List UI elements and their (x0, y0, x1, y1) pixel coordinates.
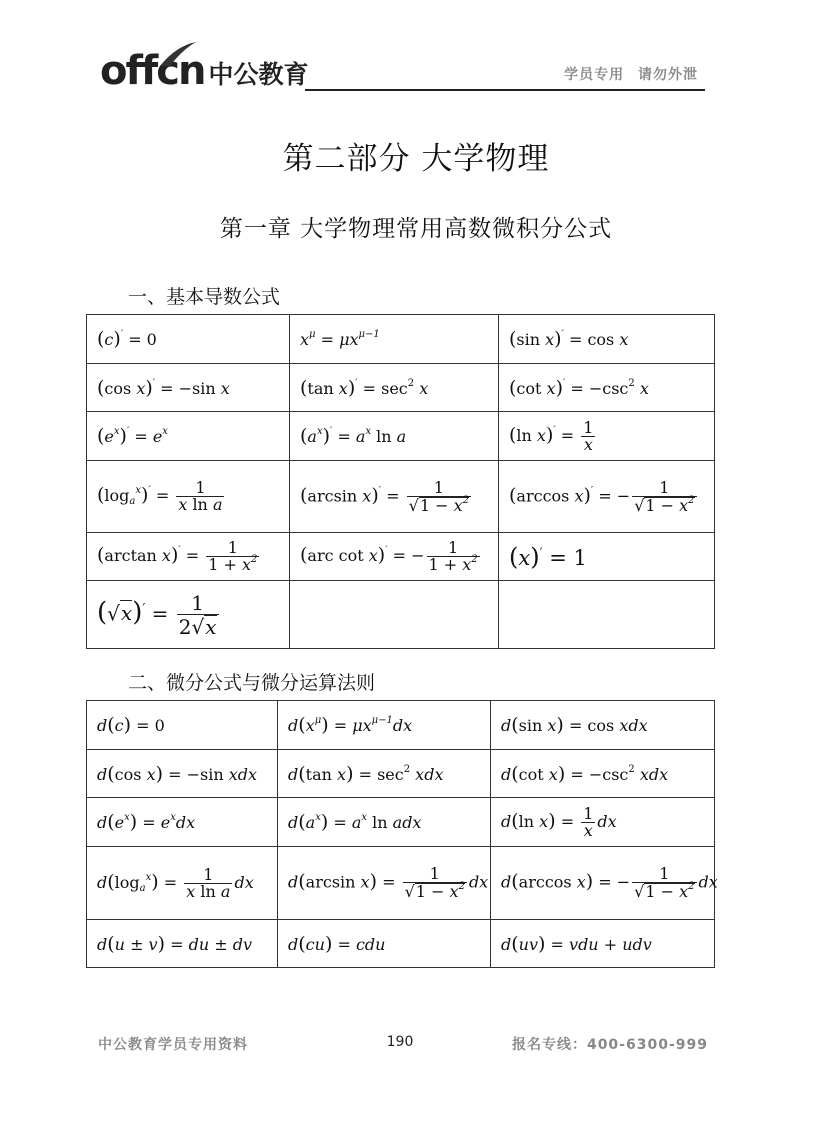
chapter-title: 第一章 大学物理常用高数微积分公式 (219, 216, 613, 242)
empty-cell (290, 581, 499, 649)
formula-cell: (cot $x)' = -\csc^2$ x (499, 364, 715, 412)
formula-cell: d(arcsin x) = $\frac{1}{√1 - x^2}$ dx (278, 847, 491, 920)
formula-cell: $d(e^x) = e^xdx$ (87, 798, 278, 847)
formula-cell: d(c) = 0 (87, 701, 278, 750)
formula-cell: (ln x)′ = $\frac{1}{x}$ (499, 412, 715, 461)
formula-cell: d(sin x) = cos xdx (491, 701, 715, 750)
formula-cell: d(cot $x) = -\csc^2$ xdx (491, 750, 715, 798)
formula-cell: d(tan $x) = \sec^2$ xdx (278, 750, 491, 798)
formula-cell: d(cos x) = −sin xdx (87, 750, 278, 798)
formula-cell: $(a^x)' = a^x$ ln a (290, 412, 499, 461)
formula-cell: (sin x)′ = cos x (499, 315, 715, 364)
formula-cell: d(ln x) = $\frac{1}{x}$ dx (491, 798, 715, 847)
derivative-formula-table (86, 314, 715, 649)
formula-cell: $d(a^x) = a^x$ ln adx (278, 798, 491, 847)
formula-cell: d(u ± v) = du ± dv (87, 920, 278, 968)
formula-cell: (arcsin x)′ = $\frac{1}{√1 - x^2}$ (290, 461, 499, 533)
section-1-title: 一、基本导数公式 (128, 286, 281, 308)
formula-cell: d(uv) = vdu + udv (491, 920, 715, 968)
formula-cell: d(arccos x) = − $\frac{1}{√1 - x^2}$ dx (491, 847, 715, 920)
formula-cell: $d(\log_a^x)$ = $\frac{1}{\text{x ln a}}$ dx (87, 847, 278, 920)
formula-cell: (arc cot x)′ = − $\frac{1}{1 + x^2}$ (290, 533, 499, 581)
header-tag: 学员专用 请勿外泄 (564, 67, 698, 83)
formula-cell: (x)′ = 1 (499, 533, 715, 581)
formula-cell: $(\log_a^x)'$ = $\frac{1}{\text{x ln a}}$ (87, 461, 290, 533)
formula-cell: d(cu) = cdu (278, 920, 491, 968)
part-title: 第二部分 大学物理 (282, 141, 550, 177)
formula-cell: (c)′ = 0 (87, 315, 290, 364)
formula-cell: $(e^x)' = e^x$ (87, 412, 290, 461)
formula-cell: $x^\mu = \mu x^{\mu-1}$ (290, 315, 499, 364)
footer-left-text: 中公教育学员专用资料 (98, 1037, 248, 1053)
header-rule (305, 89, 705, 91)
offcn-logo (100, 48, 309, 94)
formula-cell: (tan $x)' = \sec^2 x$ (290, 364, 499, 412)
formula-cell: (arccos x)′ = − $\frac{1}{√1 - x^2}$ (499, 461, 715, 533)
empty-cell (499, 581, 715, 649)
section-2-title: 二、微分公式与微分运算法则 (128, 672, 376, 694)
page-number: 190 (386, 1034, 414, 1050)
logo-latin-text: offcn (100, 48, 205, 94)
formula-cell: (√x)′ = $\frac{1}{2√x}$ (87, 581, 290, 649)
logo-chinese-text: 中公教育 (208, 60, 309, 89)
differential-formula-table (86, 700, 718, 968)
formula-cell: (cos x)′ = −sin x (87, 364, 290, 412)
formula-cell: (arctan x)′ = $\frac{1}{1 + x^2}$ (87, 533, 290, 581)
logo-swoosh-icon (158, 40, 198, 70)
formula-cell: $d(x^\mu) = \mu x^{\mu-1}dx$ (278, 701, 491, 750)
footer-hotline: 报名专线：400-6300-999 (511, 1037, 708, 1053)
